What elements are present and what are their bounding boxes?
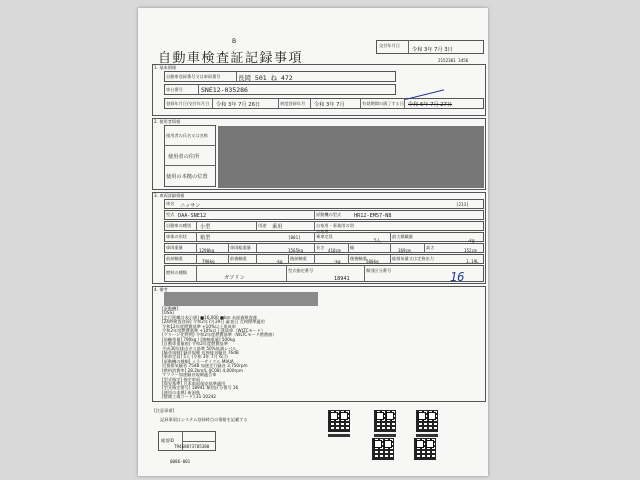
category-value: 16 bbox=[450, 270, 465, 284]
engine-value: HR12-EM57-N8 bbox=[354, 213, 392, 219]
first-registration-value: 令和 3年 7月 26日 bbox=[216, 102, 261, 108]
use-value: 乗用 bbox=[272, 224, 283, 230]
category-label: 類別区分番号 bbox=[366, 268, 392, 273]
maker-value: ニッサン bbox=[180, 203, 201, 209]
remark-line: [前軸重量] 790kg / [後軸重量] 500kg bbox=[162, 336, 235, 342]
fuel-row bbox=[164, 265, 484, 282]
body-label: 車体の形状 bbox=[166, 234, 187, 239]
remark-line: [保安基準] 日本車両保安基準適用 bbox=[162, 380, 226, 386]
remark-line: 平成30年排出ガス基準 50%低減レベル bbox=[162, 345, 237, 351]
length-value: 410cm bbox=[328, 248, 341, 253]
record-id-value: T9468873705380 bbox=[174, 444, 210, 449]
notes-label: [注意事項] bbox=[154, 408, 175, 413]
remark-line: 令和12年度燃費基準 +10%以上達成車 bbox=[162, 323, 236, 329]
kind-label: 自動車の種別 bbox=[166, 223, 192, 228]
weight-label: 車両重量 bbox=[166, 245, 183, 250]
redacted-user-info bbox=[218, 126, 484, 188]
engine-label: 原動機の型式 bbox=[316, 212, 342, 217]
maker-row bbox=[164, 199, 484, 209]
qr-bar-1 bbox=[328, 434, 350, 437]
max-load-label: 最大積載量 bbox=[392, 234, 413, 239]
issue-date-label: 交付年月日 bbox=[379, 43, 400, 48]
width-value: 169cm bbox=[398, 248, 411, 253]
remark-line: [使用の本拠] 新潟県 bbox=[162, 389, 201, 395]
remark-line: [グリーン化特例] 令和2年度燃費基準（WLTCモード燃費値） bbox=[162, 332, 277, 338]
kind-value: 小型 bbox=[200, 224, 211, 230]
section1-label: 1. 基本情報 bbox=[154, 65, 177, 70]
qr-code-3 bbox=[416, 410, 438, 432]
displacement-value: 1.19L bbox=[466, 259, 479, 264]
remark-line: [型式指定番号] 18941 類別区分番号 16 bbox=[162, 385, 239, 391]
section2-label: 2. 使用者情報 bbox=[154, 119, 181, 124]
qr-bar-2 bbox=[374, 434, 396, 437]
remark-line: [燃料消費率] 28.2km/L (JC08) 4,000rpm bbox=[162, 367, 243, 373]
qr-code-4 bbox=[372, 438, 394, 460]
remark-line: [型式指定] 指定車両 bbox=[162, 376, 201, 382]
model-value: DAA-SNE12 bbox=[178, 213, 207, 219]
section3-label: 3. 車両詳細情報 bbox=[154, 193, 185, 198]
purpose-value: 自家用 bbox=[316, 229, 329, 234]
first-registration-label: 登録年月日/交付年月日 bbox=[166, 101, 210, 106]
displacement-label: 総排気量又は定格出力 bbox=[392, 256, 434, 261]
issue-date-value: 令和 3年 7月 3日 bbox=[412, 47, 453, 53]
redacted-remarks bbox=[164, 292, 318, 306]
gross-weight-label: 車両総重量 bbox=[230, 245, 251, 250]
vin-value: SNE12-035286 bbox=[201, 86, 248, 94]
qr-bar-3 bbox=[416, 434, 438, 437]
first-year-value: 令和 3年 7月 bbox=[314, 102, 345, 108]
body-code: [001] bbox=[288, 235, 301, 240]
rear-axle-value: 500kg bbox=[366, 259, 379, 264]
rear-front-axle-value: -kg bbox=[334, 259, 341, 264]
remark-line: [原動機の種類] ミラーサイクル MIAIA bbox=[162, 358, 234, 364]
maker-code: [213] bbox=[456, 202, 469, 207]
max-load-value: -kg bbox=[468, 238, 475, 243]
weight-value: 1290kg bbox=[199, 248, 215, 253]
purpose-label: 自家用・事業用の別 bbox=[316, 223, 354, 228]
first-year-label: 初度登録年月 bbox=[280, 101, 306, 106]
page-title: 自動車検査証記録事項 bbox=[158, 51, 304, 66]
page-code: 0006-001 bbox=[170, 459, 191, 464]
front-rear-axle-label: 前後軸重 bbox=[230, 256, 247, 261]
gross-weight-value: 1565kg bbox=[288, 248, 304, 253]
form-letter: B bbox=[232, 38, 237, 45]
remark-line: [OSS] bbox=[162, 310, 174, 316]
length-label: 長さ bbox=[316, 245, 325, 250]
expiry-label: 有効期間の満了する日 bbox=[362, 101, 404, 106]
section4-label: 4. 備考 bbox=[154, 287, 168, 292]
remark-line: [乗車定員] 5人 (令和 3年 7月 6日) bbox=[162, 354, 228, 360]
rear-front-axle-label: 後前軸重 bbox=[290, 256, 307, 261]
base-location-label: 使用の本拠の位置 bbox=[166, 174, 208, 180]
remark-line: [騒音規制] 騒音規制 近接排気騒音 76dB bbox=[162, 350, 239, 356]
fuel-label: 燃料の種類 bbox=[166, 270, 187, 275]
front-rear-axle-value: -kg bbox=[276, 259, 283, 264]
remarks-list bbox=[162, 307, 362, 400]
use-label: 用途 bbox=[258, 223, 267, 228]
remark-line: 近接排気騒音 75dB 加速走行騒音 3,750rpm bbox=[162, 363, 248, 369]
model-label: 型式 bbox=[166, 212, 175, 217]
remark-line: マフラー加速騒音規制適合車 bbox=[162, 372, 217, 378]
width-label: 幅 bbox=[350, 245, 355, 250]
registration-value: 長岡 501 ね 472 bbox=[238, 74, 293, 82]
registration-label: 自動車登録番号又は車両番号 bbox=[166, 74, 221, 79]
remark-line: [整備工場コード] 31-10242 bbox=[162, 394, 217, 400]
fuel-value: ガソリン bbox=[224, 275, 245, 281]
remark-line: [24時検査登録] 令和2年7月29日 審査日 点検標準適用 bbox=[162, 319, 265, 325]
user-name-label: 使用者の氏名又は名称 bbox=[166, 133, 208, 138]
front-axle-value: 790kg bbox=[202, 259, 215, 264]
height-label: 高さ bbox=[426, 245, 435, 250]
capacity-value: 5人 bbox=[374, 238, 381, 243]
capacity-label: 乗車定員 bbox=[316, 234, 333, 239]
record-id-label: 帳票ID bbox=[161, 438, 174, 443]
remark-line: 令和2年度燃費基準 +10%以上達成車（WLTCモード） bbox=[162, 328, 266, 334]
remark-line: [走行距離計表示値] ■16,000 ■km 未経過検査運 bbox=[162, 314, 257, 320]
vin-label: 車台番号 bbox=[166, 87, 183, 92]
remark-line: [原動機]： bbox=[162, 306, 183, 311]
expiry-value: 令和 6年 7月 27日 bbox=[408, 102, 453, 108]
user-address-label: 使用者の住所 bbox=[168, 154, 200, 160]
qr-code-1 bbox=[328, 410, 350, 432]
remark-line: [自動車重量税] 令和2年度燃費基準 bbox=[162, 341, 228, 347]
qr-code-2 bbox=[374, 410, 396, 432]
body-value: 箱型 bbox=[200, 235, 211, 241]
type-number-value: 18941 bbox=[334, 276, 350, 282]
inspection-record-paper bbox=[138, 8, 488, 476]
rear-axle-label: 後後軸重 bbox=[350, 256, 367, 261]
front-axle-label: 前前軸重 bbox=[166, 256, 183, 261]
qr-code-5 bbox=[414, 438, 436, 460]
height-value: 152cm bbox=[464, 248, 477, 253]
notes-text: 記録事項はシステム登録時点の情報を記載する bbox=[160, 417, 248, 422]
type-number-label: 型式指定番号 bbox=[288, 268, 314, 273]
maker-label: 車名 bbox=[166, 201, 175, 206]
document-number: 2152301 3456 bbox=[438, 58, 469, 63]
